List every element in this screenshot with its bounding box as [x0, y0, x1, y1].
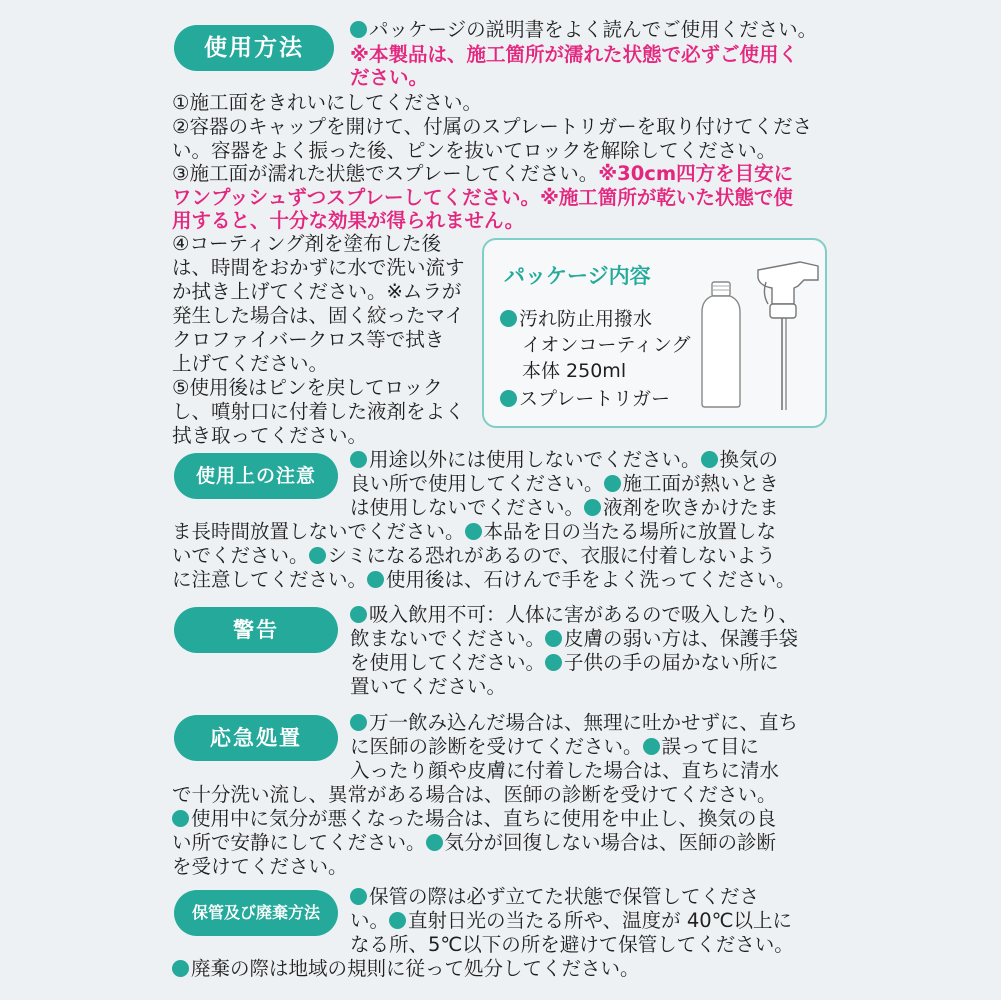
first-aid-heading: 応急処置	[174, 715, 338, 761]
storage-text: い。 直射日光の当たる所や、温度が 40℃以上に	[350, 909, 793, 932]
caution-text: 良い所で使用してください。 施工面が熱いとき	[350, 472, 779, 495]
caution-text: いでください。 シミになる恐れがあるので、衣服に付着しないよう	[172, 544, 776, 567]
caution-heading: 使用上の注意	[174, 453, 338, 499]
bullet-dot-icon	[426, 834, 443, 851]
caution-text: に注意してください。 使用後は、石けんで手をよく洗ってください。	[172, 568, 796, 591]
usage-step: ⑤使用後はピンを戻してロック	[172, 376, 443, 399]
warning-text: 飲まないでください。 皮膚の弱い方は、保護手袋	[350, 627, 799, 650]
package-item: スプレートリガー	[500, 384, 670, 411]
package-item: 汚れ防止用撥水	[500, 304, 652, 331]
storage-text: なる所、5℃以下の所を避けて保管してください。	[350, 933, 794, 956]
bullet-dot-icon	[643, 738, 660, 755]
bullet-dot-icon	[604, 475, 621, 492]
first-aid-text: 入ったり顔や皮膚に付着した場合は、直ちに清水	[350, 759, 780, 782]
bullet-dot-icon	[350, 21, 367, 38]
bullet-dot-icon	[350, 451, 367, 468]
bullet-dot-icon	[465, 523, 482, 540]
usage-intro: パッケージの説明書をよく読んでご使用ください。	[350, 18, 817, 42]
usage-notice-1: ※本製品は、施工箇所が濡れた状態で必ずご使用く	[350, 43, 798, 66]
bullet-dot-icon	[584, 499, 601, 516]
usage-step: 用すると、十分な効果が得られません。	[172, 209, 525, 232]
spray-trigger-icon	[748, 258, 828, 418]
package-title: パッケージ内容	[504, 264, 651, 288]
usage-step: ワンプッシュずつスプレーしてください。※施工箇所が乾いた状態で使	[172, 186, 793, 209]
caution-text: ま長時間放置しないでください。 本品を日の当たる場所に放置しな	[172, 520, 777, 543]
bullet-dot-icon	[350, 888, 367, 905]
package-item-cont: イオンコーティング	[522, 334, 691, 356]
caution-text: は使用しないでください。 液剤を吹きかけたま	[350, 496, 779, 519]
bullet-dot-icon	[172, 960, 189, 977]
bullet-dot-icon	[367, 571, 384, 588]
usage-step: ②容器のキャップを開けて、付属のスプレートリガーを取り付けてくださ	[172, 115, 813, 138]
bottle-icon	[698, 278, 748, 408]
bullet-dot-icon	[389, 912, 406, 929]
usage-step: ③施工面が濡れた状態でスプレーしてください。※30cm四方を目安に	[172, 162, 794, 185]
usage-step: ①施工面をきれいにしてください。	[172, 91, 482, 114]
warning-text: を使用してください。 子供の手の届かない所に	[350, 651, 779, 674]
first-aid-text: に医師の診断を受けてください。 誤って目に	[350, 735, 760, 758]
package-contents-box	[482, 238, 827, 428]
bullet-dot-icon	[545, 654, 562, 671]
warning-heading: 警告	[174, 607, 338, 653]
storage-text: 保管の際は必ず立てた状態で保管してくださ	[350, 885, 759, 909]
first-aid-text: を受けてください。	[172, 855, 348, 878]
first-aid-text: で十分洗い流し、異常がある場合は、医師の診断を受けてください。	[172, 783, 777, 806]
usage-step: は、時間をおかずに水で洗い流す	[172, 256, 465, 279]
first-aid-text: 使用中に気分が悪くなった場合は、直ちに使用を中止し、換気の良	[172, 807, 776, 831]
first-aid-text: 万一飲み込んだ場合は、無理に吐かせずに、直ち	[350, 711, 798, 735]
bullet-dot-icon	[701, 451, 718, 468]
first-aid-text: い所で安静にしてください。 気分が回復しない場合は、医師の診断	[172, 831, 777, 854]
bullet-dot-icon	[500, 390, 517, 407]
usage-heading: 使用方法	[174, 25, 334, 71]
bullet-dot-icon	[350, 606, 367, 623]
usage-step: 上げてください。	[172, 352, 329, 375]
bullet-dot-icon	[500, 310, 517, 327]
bullet-dot-icon	[545, 630, 562, 647]
usage-step: か拭き上げてください。※ムラが	[172, 280, 462, 303]
warning-text: 吸入飲用不可：人体に害があるので吸入したり、	[350, 603, 798, 627]
bullet-dot-icon	[309, 547, 326, 564]
package-item-cont: 本体 250ml	[522, 360, 627, 382]
storage-heading: 保管及び廃棄方法	[174, 890, 338, 936]
usage-step: 発生した場合は、固く絞ったマイ	[172, 304, 465, 327]
bullet-dot-icon	[172, 810, 189, 827]
caution-text: 用途以外には使用しないでください。 換気の	[350, 448, 778, 472]
storage-text: 廃棄の際は地域の規則に従って処分してください。	[172, 957, 640, 981]
usage-notice-2: ださい。	[350, 66, 429, 89]
usage-step: クロファイバークロス等で拭き	[172, 328, 445, 351]
usage-step: ④コーティング剤を塗布した後	[172, 232, 442, 255]
warning-text: 置いてください。	[350, 675, 507, 698]
usage-step: し、噴射口に付着した液剤をよく	[172, 400, 465, 423]
usage-step: 拭き取ってください。	[172, 424, 368, 447]
usage-step: い。容器をよく振った後、ピンを抜いてロックを解除してください。	[172, 139, 777, 162]
bullet-dot-icon	[350, 714, 367, 731]
